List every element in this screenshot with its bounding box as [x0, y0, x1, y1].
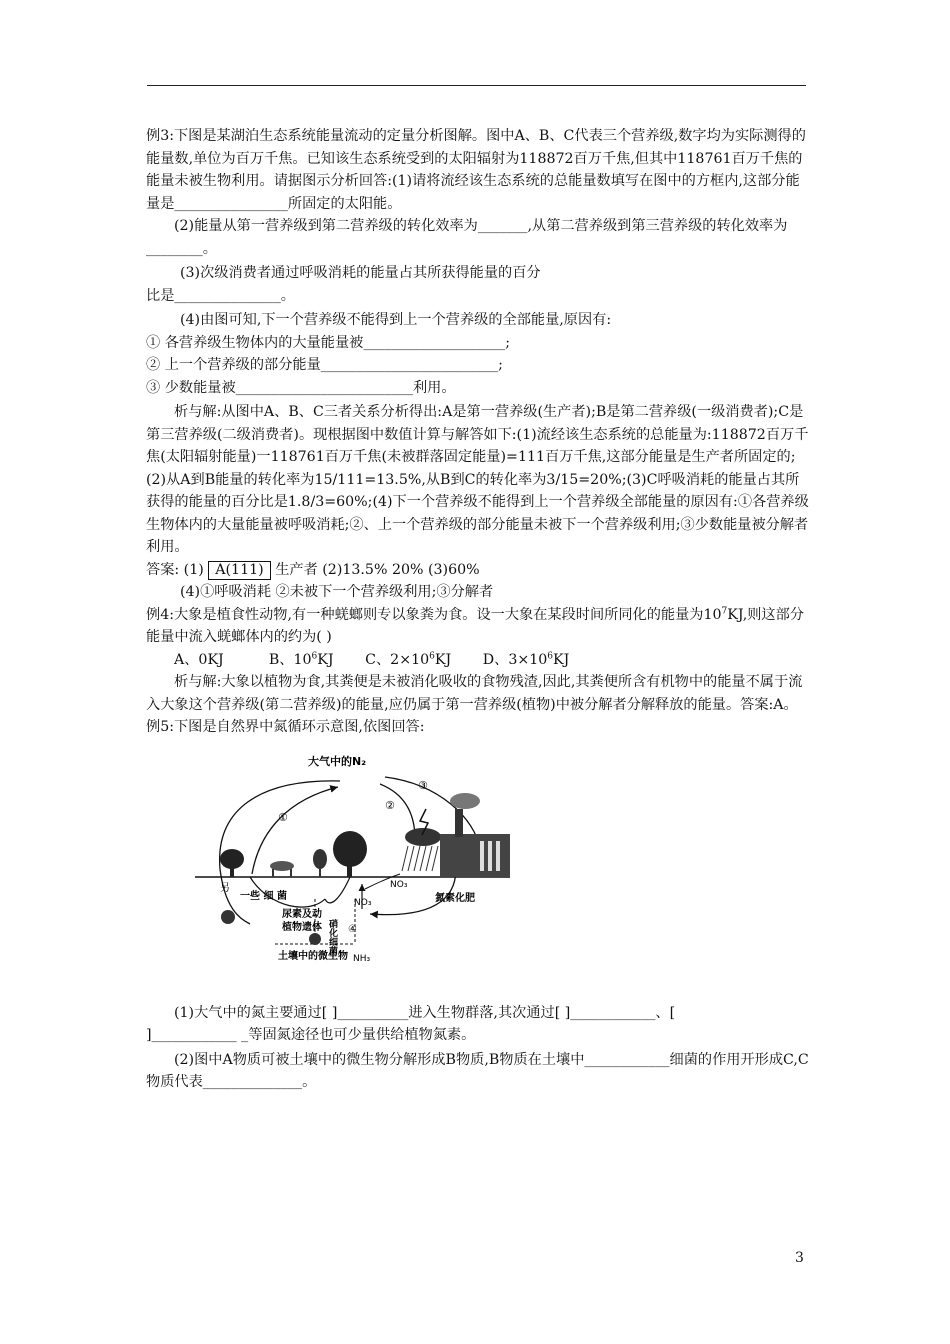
root-path-right [325, 877, 350, 903]
example-3-analysis: 析与解:从图中A、B、C三者关系分析得出:A是第一营养级(生产者);B是第二营养级(一级消费者);C是第三营养级(二级消费者)。现根据图中数值计算与解答如下:(1)流经该生态系统的总能量为:118872百万千焦(太阳辐射能量)一118761百万千焦(未被群落固定能量)=111百万千焦,这部分能量是生产者所固定的;(2)从A到B能量的转化率为15/111=13.5%,从B到C的转化率为3/15=20%;(3)C呼吸消耗的能量占其所获得的能量的百分比是1.8/3=60%;(4)下一个营养级不能得到上一个营养级全部能量的原因有:①各营养级生物体内的大量能量被呼吸消耗;②、上一个营养级的部分能量未被下一个营养级利用;③少数能量被分解者利用。 [146, 404, 809, 555]
label-2: ② [385, 798, 395, 812]
plant-icon [313, 849, 327, 877]
example-3-reason-1: ① 各营养级生物体内的大量能量被____________________; [146, 334, 510, 351]
example-4-analysis: 析与解:大象以植物为食,其粪便是未被消化吸收的食物残渣,因此,其粪便所含有机物中的能量不属于流入大象这个营养级(第二营养级)的能量,应仍属于第一营养级(植物)中被分解者分解释放的能量。答案:A。 [146, 674, 803, 713]
example-5-intro: 例5:下图是自然界中氮循环示意图,依图回答: [146, 719, 425, 735]
label-1: ① [278, 810, 288, 824]
atmosphere-label: 大气中的N₂ [308, 754, 367, 768]
example-3-question-3-line1: (3)次级消费者通过呼吸消耗的能量占其所获得能量的百分 [180, 265, 541, 281]
example-4-options [146, 649, 810, 672]
example-4-intro-text: 例4:大象是植食性动物,有一种蜣螂则专以象粪为食。设一大象在某段时间所同化的能量为10 [146, 606, 722, 623]
ammonia-label: NH₃ [353, 953, 371, 964]
example-3-answer-line2: (4)①呼吸消耗 ②未被下一个营养级利用;③分解者 [180, 584, 494, 600]
example-4-exponent: 7 [721, 605, 728, 616]
option-d: D、$3\times 10^6KJ$ [482, 650, 570, 668]
option-a: A、0KJ [174, 651, 224, 668]
page-number: 3 [795, 1250, 804, 1266]
cow-icon [270, 861, 294, 877]
option-b: B、$10^6KJ$ [268, 650, 334, 668]
nitrogen-cycle-diagram [190, 749, 512, 964]
cloud-rain-icon [402, 809, 441, 871]
fertilizer-label: 氮素化肥 [435, 892, 475, 904]
tree-icon [220, 849, 244, 877]
option-c: C、$2\times 10^6KJ$ [365, 650, 452, 668]
big-tree-icon [333, 831, 367, 877]
factory-icon [440, 793, 510, 877]
another-label: 另 [220, 882, 230, 894]
urea-label: 尿素及动 [282, 908, 322, 920]
example-5-question-2: (2)图中A物质可被土壤中的微生物分解形成B物质,B物质在土壤中____________细菌的作用开形成C,C物质代表______________。 [146, 1051, 809, 1090]
example-3-reason-3: ③ 少数能量被_________________________利用。 [146, 379, 456, 396]
label-4: ④ [348, 923, 357, 935]
example-3-reason-2: ② 上一个营养级的部分能量_________________________; [146, 357, 503, 373]
example-5-question-1-line2: ]____________ _等固氮途径也可少量供给植物氮素。 [146, 1027, 476, 1043]
soil-microbes-label: 土壤中的微生物 [278, 950, 348, 962]
microbe-icon [309, 933, 321, 945]
answer-box: A(111) [208, 561, 270, 580]
page-content [146, 125, 810, 1094]
nitrifying-label: 硝化细菌 [327, 918, 337, 955]
example-3-answer-line1 [146, 559, 810, 582]
example-3-intro: 例3:下图是某湖泊生态系统能量流动的定量分析图解。图中A、B、C代表三个营养级,数字均为实际测得的能量数,单位为百万千焦。已知该生态系统受到的太阳辐射为118872百万千焦,但其中118761百万千焦的能量未被生物利用。请据图示分析回答:(1)请将流经该生态系统的总能量数填写在图中的方框内,这部分能量是________________所固定的太阳能。 [146, 128, 806, 212]
header-rule [147, 85, 806, 86]
nitrate-soil-label: NO₃ [354, 897, 372, 908]
bacteria-icon [221, 910, 235, 924]
nitrate-air-label: NO₃ [390, 879, 408, 890]
answer-rest: 生产者 (2)13.5% 20% (3)60% [275, 561, 480, 578]
example-3-question-3-line2: 比是_______________。 [146, 287, 295, 304]
example-3-question-2: (2)能量从第一营养级到第二营养级的转化效率为_______,从第二营养级到第三营养级的转化效率为________。 [146, 218, 788, 257]
example-3-question-4: (4)由图可知,下一个营养级不能得到上一个营养级的全部能量,原因有: [180, 312, 612, 328]
some-bacteria-label: 一些 细 菌 [240, 890, 287, 902]
nitrogen-cycle-figure [190, 749, 512, 964]
example-4-intro-tail: KJ,则这部分能量中流入蜣螂体内的约为( ) [146, 606, 804, 645]
example-5-question-1-line1: (1)大气中的氮主要通过[ ]__________进入生物群落,其次通过[ ]____________、[ [174, 1004, 676, 1021]
remains-label: 植物遗体 [282, 921, 322, 933]
answer-prefix: 答案: (1) [146, 561, 204, 578]
label-3: ③ [418, 778, 428, 792]
example-4-intro [146, 604, 810, 649]
